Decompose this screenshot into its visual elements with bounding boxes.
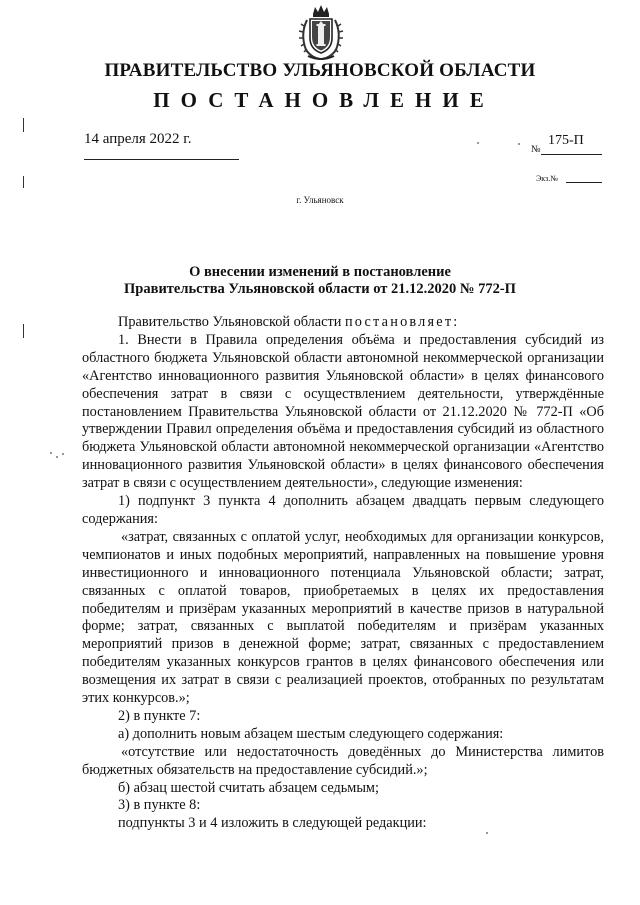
intro-decree-word: постановляет: [344,314,460,330]
paragraph-8: 3) в пункте 8: [118,797,201,814]
paragraph-1: 1. Внести в Правила определения объёма и предоставления субсидий из областного бюджета Ульяновской области автономной некоммерческой организации «Агентство инновационного развития Ульяновской области» в целях финансового обеспечения затрат в связи с осуществлением деятельности, утверждённые постановлением Правительства Ульяновской области от 21.12.2020 № 772-П «Об утверждении Правил определения объёма и предоставления субсидий из областного бюджета Ульяновской области автономной некоммерческой организации «Агентство инновационного развития Ульяновской области» в целях финансового обеспечения затрат в связи с осуществлением деятельности», следующие изменения: [82,331,604,492]
number-underline [541,154,602,155]
scan-margin-mark [23,176,24,188]
city-name: г. Ульяновск [296,195,344,205]
scan-speck [62,453,64,455]
document-subject [0,264,640,298]
paragraph-4: 2) в пункте 7: [118,707,201,724]
scan-speck [477,142,479,144]
scan-speck [518,143,520,145]
paragraph-5: а) дополнить новым абзацем шестым следующего содержания: [118,725,504,742]
date-underline [84,159,239,160]
number-sign: № [531,144,541,155]
scan-speck [56,456,58,458]
paragraph-9: подпункты 3 и 4 изложить в следующей редакции: [118,815,427,832]
document-number: 175-П [548,133,584,148]
document-type: ПОСТАНОВЛЕНИЕ [153,88,495,112]
scan-margin-mark [23,118,24,132]
subject-line-1: О внесении изменений в постановление [189,264,451,280]
coat-of-arms-emblem [298,4,344,62]
scan-speck [50,452,52,454]
copy-number-label: Экз.№ [536,174,558,183]
paragraph-3: «затрат, связанных с оплатой услуг, необходимых для организации конкурсов, чемпионатов и иных подобных мероприятий, направленных на повышение уровня инвестиционного и инновационного потенциала Ульяновской области; затрат, связанных с оплатой товаров, приобретаемых в целях их предоставления победителям и призёрам указанных мероприятий в качестве призов в натуральной форме; затрат, связанных с выплатой победителям и призёрам указанных мероприятий призов в денежной форме; затрат, связанных с предоставлением победителям указанных конкурсов грантов в целях финансового обеспечения или возмещения их затрат в связи с реализацией проектов, отобранных по результатам этих конкурсов.»; [82,528,604,707]
scan-speck [486,832,488,834]
paragraph-6: «отсутствие или недостаточность доведённых до Министерства лимитов бюджетных обязательств на предоставление субсидий.»; [82,743,604,778]
government-title: ПРАВИТЕЛЬСТВО УЛЬЯНОВСКОЙ ОБЛАСТИ [104,60,536,81]
paragraph-7: б) абзац шестой считать абзацем седьмым; [118,779,379,796]
document-date: 14 апреля 2022 г. [84,131,192,147]
scan-margin-mark [23,324,24,338]
document-body [82,314,604,833]
intro-prefix: Правительство Ульяновской области [118,314,345,330]
copy-number-underline [566,182,602,183]
intro-paragraph [82,314,604,332]
paragraph-2: 1) подпункт 3 пункта 4 дополнить абзацем двадцать первым следующего содержания: [82,493,604,527]
subject-line-2: Правительства Ульяновской области от 21.12.2020 № 772-П [124,281,516,297]
